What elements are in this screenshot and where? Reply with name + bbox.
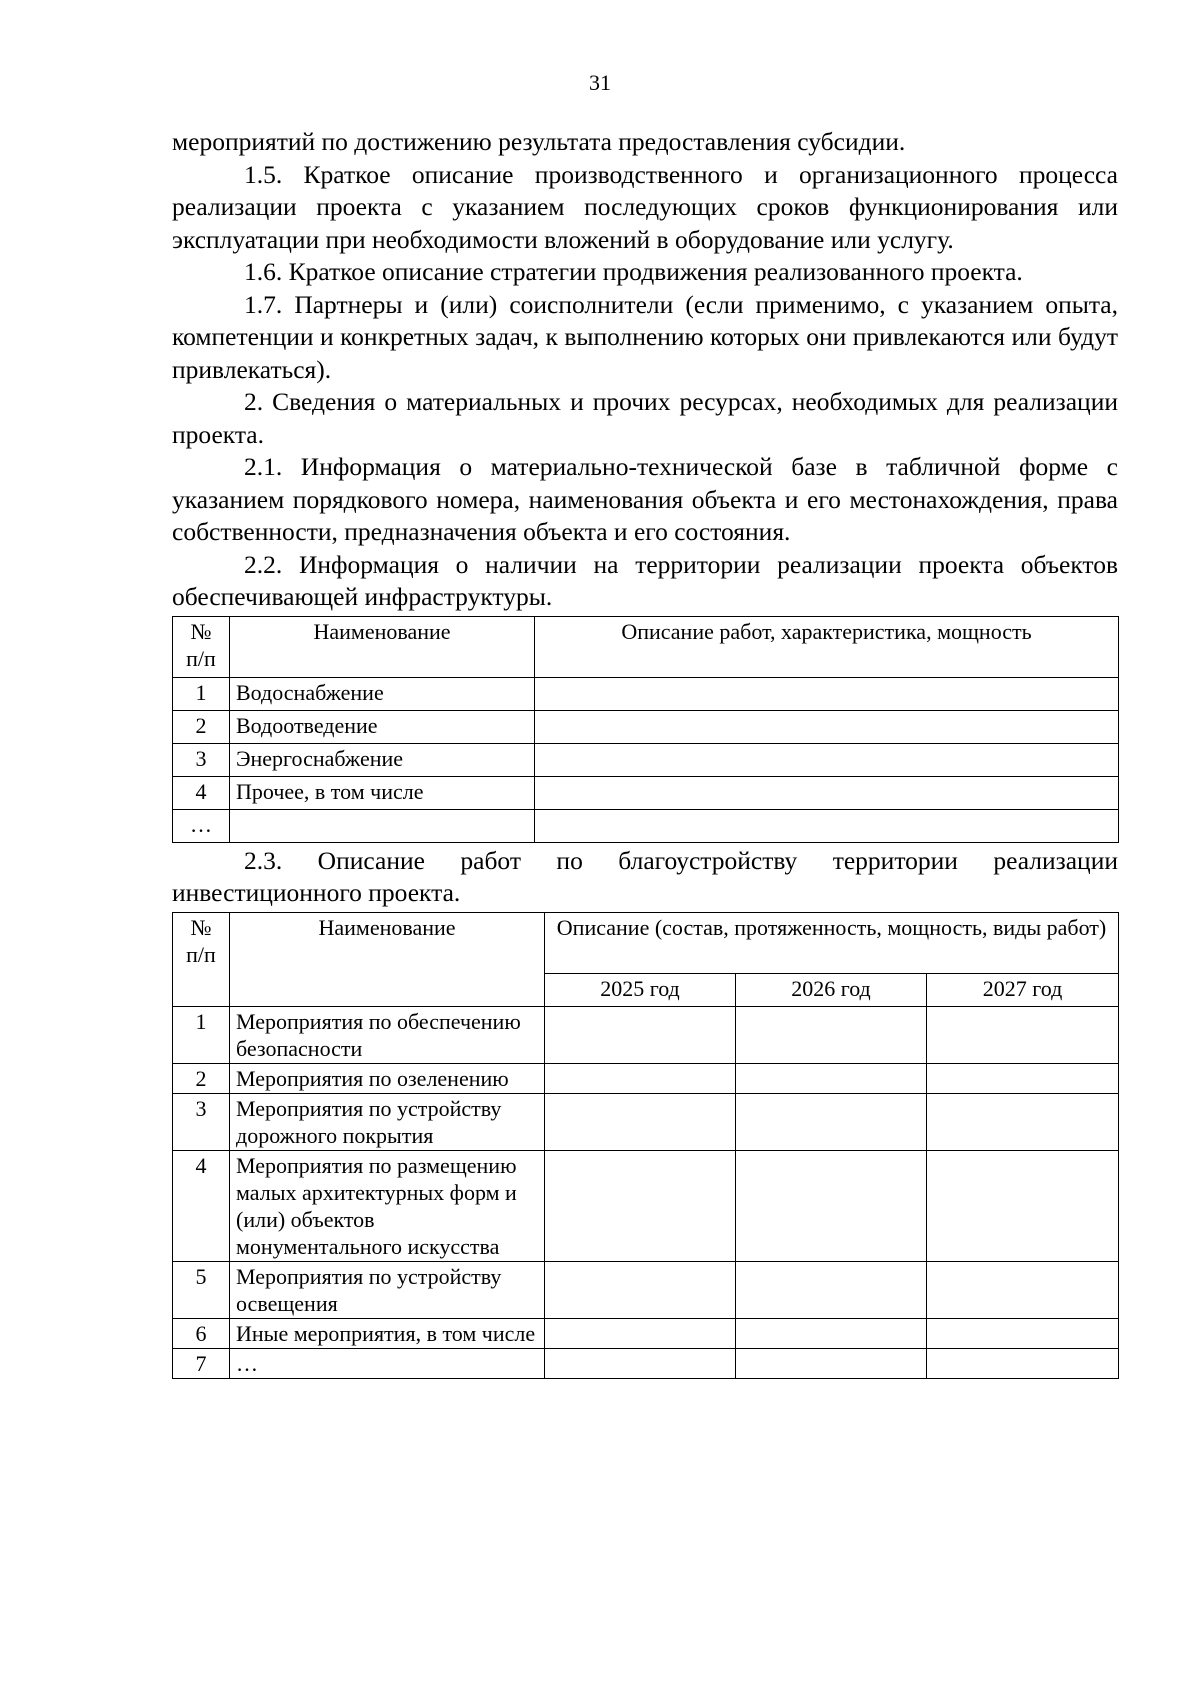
cell-number: 3: [173, 743, 230, 776]
header-number: № п/п: [173, 912, 230, 1006]
table-row: [173, 809, 1119, 842]
header-description: Описание работ, характеристика, мощность: [535, 616, 1119, 677]
cell-name: Водоотведение: [230, 710, 535, 743]
cell-description: [535, 677, 1119, 710]
cell-number: …: [173, 809, 230, 842]
header-description: Описание (состав, протяженность, мощность, виды работ): [545, 912, 1119, 973]
table-row: [173, 1093, 1119, 1150]
cell-year-value: [736, 1150, 927, 1261]
cell-description: [535, 809, 1119, 842]
cell-year-value: [545, 1063, 736, 1093]
cell-year-value: [736, 1261, 927, 1318]
cell-name: Иные мероприятия, в том числе: [230, 1318, 545, 1348]
cell-number: 5: [173, 1261, 230, 1318]
table-row: [173, 710, 1119, 743]
cell-year-value: [927, 1006, 1119, 1063]
cell-description: [535, 776, 1119, 809]
cell-name: Мероприятия по устройству освещения: [230, 1261, 545, 1318]
paragraphs-top: [172, 126, 1118, 614]
header-year-2027: 2027 год: [927, 973, 1119, 1006]
paragraph: 2.1. Информация о материально-технической базе в табличной форме с указанием порядкового номера, наименования объекта и его местонахождения, права собственности, предназначения объекта и его состояния.: [172, 452, 1118, 546]
cell-year-value: [927, 1348, 1119, 1378]
cell-number: 2: [173, 710, 230, 743]
table-row: [173, 1063, 1119, 1093]
paragraph: 2.2. Информация о наличии на территории реализации проекта объектов обеспечивающей инфраструктуры.: [172, 549, 1118, 611]
cell-description: [535, 743, 1119, 776]
header-year-2026: 2026 год: [736, 973, 927, 1006]
cell-name: …: [230, 1348, 545, 1378]
paragraph-2-3: 2.3. Описание работ по благоустройству территории реализации инвестиционного проекта.: [172, 845, 1118, 907]
improvement-table: [172, 912, 1119, 1379]
cell-year-value: [736, 1006, 927, 1063]
cell-number: 4: [173, 776, 230, 809]
cell-name: Энергоснабжение: [230, 743, 535, 776]
cell-year-value: [736, 1318, 927, 1348]
cell-year-value: [927, 1093, 1119, 1150]
cell-year-value: [545, 1348, 736, 1378]
table-row: [173, 1261, 1119, 1318]
cell-number: 1: [173, 677, 230, 710]
cell-number: 6: [173, 1318, 230, 1348]
cell-year-value: [736, 1348, 927, 1378]
cell-year-value: [927, 1318, 1119, 1348]
cell-number: 4: [173, 1150, 230, 1261]
cell-name: Мероприятия по озеленению: [230, 1063, 545, 1093]
cell-name: Водоснабжение: [230, 677, 535, 710]
paragraph: 1.7. Партнеры и (или) соисполнители (если применимо, с указанием опыта, компетенции и конкретных задач, к выполнению которых они привлекаются или будут привлекаться).: [172, 289, 1118, 384]
cell-year-value: [927, 1063, 1119, 1093]
cell-name: [230, 809, 535, 842]
cell-year-value: [545, 1150, 736, 1261]
table-row: [173, 1006, 1119, 1063]
header-year-2025: 2025 год: [545, 973, 736, 1006]
header-name: Наименование: [230, 912, 545, 1006]
cell-description: [535, 710, 1119, 743]
header-name: Наименование: [230, 616, 535, 677]
cell-number: 2: [173, 1063, 230, 1093]
cell-year-value: [736, 1063, 927, 1093]
paragraph: 2. Сведения о материальных и прочих ресурсах, необходимых для реализации проекта.: [172, 387, 1118, 449]
cell-year-value: [545, 1318, 736, 1348]
cell-name: Мероприятия по устройству дорожного покрытия: [230, 1093, 545, 1150]
infrastructure-table: [172, 616, 1119, 843]
cell-name: Мероприятия по обеспечению безопасности: [230, 1006, 545, 1063]
cell-year-value: [545, 1006, 736, 1063]
table-row: [173, 1150, 1119, 1261]
paragraph: мероприятий по достижению результата предоставления субсидии.: [172, 127, 906, 156]
cell-year-value: [927, 1261, 1119, 1318]
cell-number: 3: [173, 1093, 230, 1150]
cell-year-value: [736, 1093, 927, 1150]
cell-year-value: [545, 1261, 736, 1318]
cell-name: Прочее, в том числе: [230, 776, 535, 809]
table-row: [173, 677, 1119, 710]
table-row: [173, 1348, 1119, 1378]
header-number: № п/п: [173, 616, 230, 677]
cell-name: Мероприятия по размещению малых архитектурных форм и (или) объектов монументального искусства: [230, 1150, 545, 1261]
table-row: [173, 743, 1119, 776]
table-row: [173, 1318, 1119, 1348]
cell-number: 7: [173, 1348, 230, 1378]
paragraph: 1.5. Краткое описание производственного и организационного процесса реализации проекта с указанием последующих сроков функционирования или эксплуатации при необходимости вложений в оборудование или услугу.: [172, 159, 1118, 254]
document-body: [172, 126, 1118, 1379]
page-number: 31: [589, 70, 611, 95]
cell-year-value: [927, 1150, 1119, 1261]
table-row: [173, 776, 1119, 809]
cell-year-value: [545, 1093, 736, 1150]
cell-number: 1: [173, 1006, 230, 1063]
paragraph: 1.6. Краткое описание стратегии продвижения реализованного проекта.: [244, 257, 1023, 286]
